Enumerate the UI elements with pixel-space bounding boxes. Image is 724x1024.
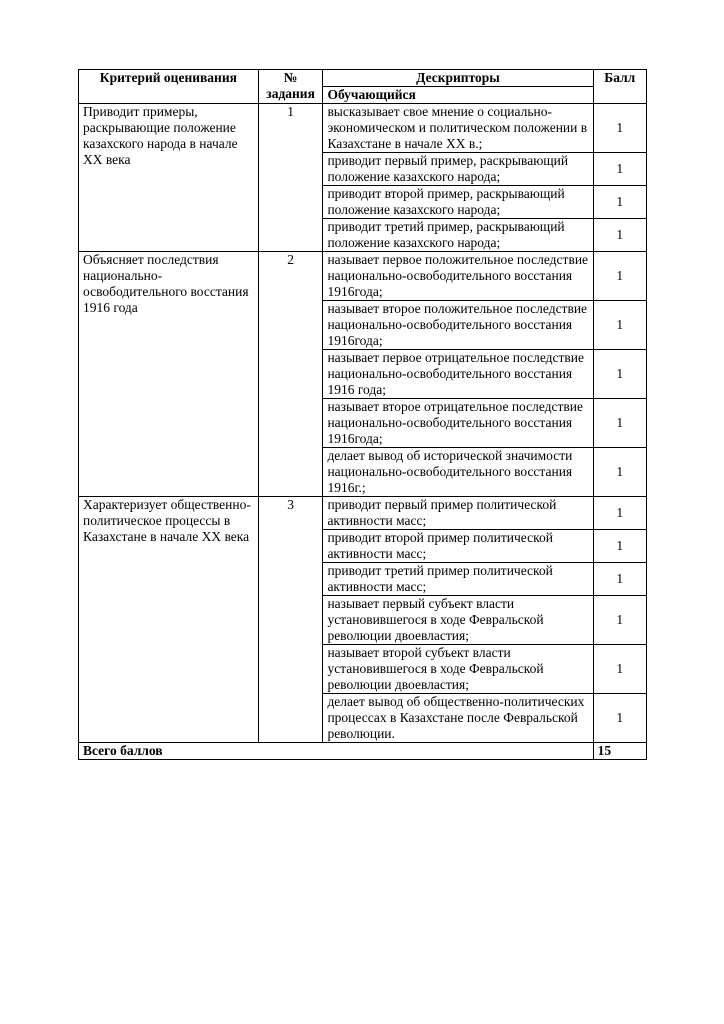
descriptor-cell: называет второе положительное последствие национально-освободительного восстания 1916года;	[323, 301, 593, 350]
descriptor-cell: называет второй субъект власти установившегося в ходе Февральской революции двоевластия;	[323, 645, 593, 694]
header-task-number-line1: №	[283, 70, 298, 85]
criterion-cell: Объясняет последствия национально-освободительного восстания 1916 года	[79, 252, 259, 497]
score-cell: 1	[593, 219, 646, 252]
header-score: Балл	[593, 70, 646, 104]
score-cell: 1	[593, 596, 646, 645]
score-cell: 1	[593, 399, 646, 448]
descriptor-cell: приводит второй пример политической активности масс;	[323, 530, 593, 563]
descriptor-cell: приводит третий пример, раскрывающий положение казахского народа;	[323, 219, 593, 252]
header-task-number-line2: задания	[266, 86, 315, 101]
table-row	[79, 497, 647, 530]
descriptor-cell: называет первый субъект власти установившегося в ходе Февральской революции двоевластия;	[323, 596, 593, 645]
criterion-cell: Характеризует общественно-политическое процессы в Казахстане в начале XX века	[79, 497, 259, 743]
criterion-cell: Приводит примеры, раскрывающие положение казахского народа в начале XX века	[79, 104, 259, 252]
descriptor-cell: приводит первый пример, раскрывающий положение казахского народа;	[323, 153, 593, 186]
descriptor-cell: называет первое отрицательное последствие национально-освободительного восстания 1916 года;	[323, 350, 593, 399]
task-number-cell: 1	[258, 104, 323, 252]
score-cell: 1	[593, 563, 646, 596]
descriptor-cell: называет второе отрицательное последствие национально-освободительного восстания 1916года;	[323, 399, 593, 448]
score-cell: 1	[593, 153, 646, 186]
header-descriptors: Дескрипторы	[323, 70, 593, 87]
task-number-cell: 3	[258, 497, 323, 743]
descriptor-cell: приводит первый пример политической активности масс;	[323, 497, 593, 530]
header-task-number	[258, 70, 323, 104]
header-learner: Обучающийся	[323, 87, 593, 104]
table-row	[79, 104, 647, 153]
score-cell: 1	[593, 252, 646, 301]
header-criterion: Критерий оценивания	[79, 70, 259, 104]
score-cell: 1	[593, 350, 646, 399]
total-row	[79, 743, 647, 760]
descriptor-cell: высказывает свое мнение о социально-экономическом и политическом положении в Казахстане в начале XX в.;	[323, 104, 593, 153]
descriptor-cell: приводит второй пример, раскрывающий положение казахского народа;	[323, 186, 593, 219]
descriptor-cell: делает вывод об общественно-политических процессах в Казахстане после Февральской революции.	[323, 694, 593, 743]
task-number-cell: 2	[258, 252, 323, 497]
descriptor-cell: делает вывод об исторической значимости национально-освободительного восстания 1916г.;	[323, 448, 593, 497]
score-cell: 1	[593, 694, 646, 743]
descriptor-cell: приводит третий пример политической активности масс;	[323, 563, 593, 596]
score-cell: 1	[593, 645, 646, 694]
score-cell: 1	[593, 186, 646, 219]
score-cell: 1	[593, 530, 646, 563]
descriptor-cell: называет первое положительное последствие национально-освободительного восстания 1916года;	[323, 252, 593, 301]
header-row	[79, 70, 647, 87]
assessment-rubric-table	[78, 69, 647, 760]
score-cell: 1	[593, 301, 646, 350]
total-value: 15	[593, 743, 646, 760]
score-cell: 1	[593, 104, 646, 153]
score-cell: 1	[593, 448, 646, 497]
table-row	[79, 252, 647, 301]
total-label: Всего баллов	[79, 743, 594, 760]
score-cell: 1	[593, 497, 646, 530]
